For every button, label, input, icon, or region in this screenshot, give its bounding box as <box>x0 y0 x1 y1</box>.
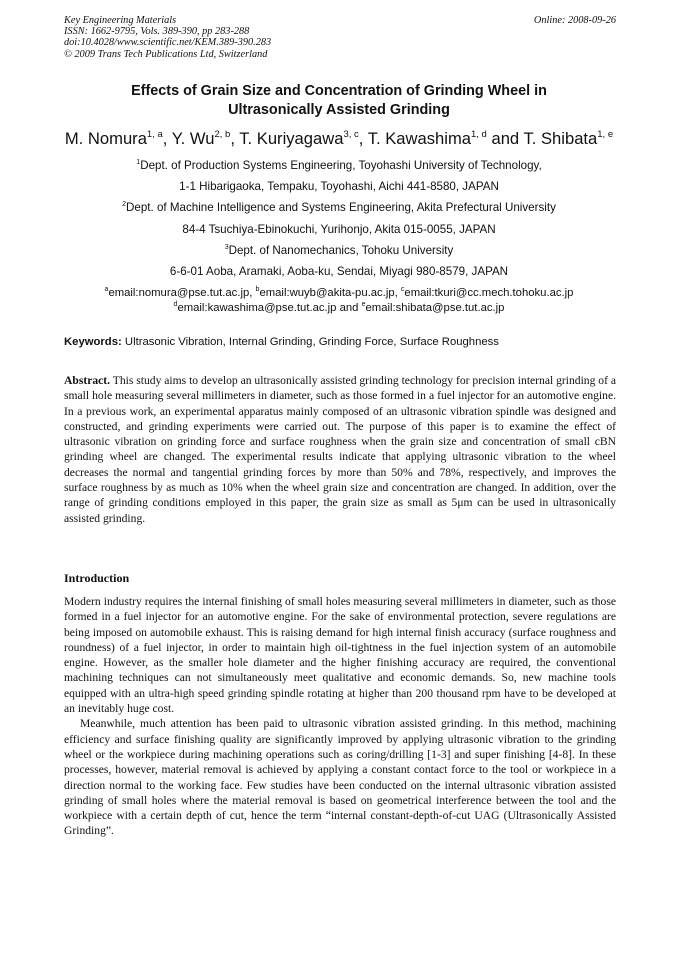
author-list <box>40 128 638 150</box>
author <box>65 129 172 148</box>
affiliation-text: Dept. of Production Systems Engineering, Toyohashi University of Technology, <box>140 159 542 172</box>
author-affiliation-mark: 1, e <box>597 129 614 140</box>
author <box>368 129 524 148</box>
keywords-text: Ultrasonic Vibration, Internal Grinding, Grinding Force, Surface Roughness <box>121 336 499 348</box>
author-name: T. Kawashima <box>367 129 471 148</box>
email-text: email:tkuri@cc.mech.tohoku.ac.jp <box>404 287 574 299</box>
keywords-label: Keywords: <box>64 336 122 348</box>
email-line <box>30 301 648 316</box>
affiliation-mark: 1 <box>136 159 141 166</box>
email-text: email:shibata@pse.tut.ac.jp <box>365 301 505 314</box>
journal-name: Key Engineering Materials <box>64 15 177 26</box>
email-line <box>30 286 648 301</box>
affiliation-line <box>40 240 638 261</box>
author-name: T. Kuriyagawa <box>239 129 344 148</box>
author <box>523 129 613 148</box>
author-name: M. Nomura <box>64 129 147 148</box>
email-list <box>30 286 648 315</box>
affiliation-line <box>40 176 638 197</box>
author-name: Y. Wu <box>171 129 215 148</box>
author-separator: , <box>358 129 368 148</box>
section-heading-introduction: Introduction <box>64 571 130 585</box>
paragraph: Meanwhile, much attention has been paid to ultrasonic vibration assisted grinding. In this method, machining efficiency and surface finishing quality are significantly improved by applying ultrasonic vibration to the grinding wheel or the workpiece during machining operations such as coring/drilling [1-3] and super finishing [4-8]. In these processes, however, material removal is achieved by applying a constant contact force to the tool or workpiece in a direction normal to the working face. Few studies have been conducted on the internal ultrasonic vibration assisted grinding of small holes where the material removal is based on geometrical interference between the tool and the workpiece with a certain depth of cut, hence the term “internal constant-depth-of-cut UAG (Ultrasonically Assisted Grinding”. <box>64 717 616 838</box>
author <box>172 129 240 148</box>
email-text: email:wuyb@akita-pu.ac.jp, <box>259 287 401 299</box>
affiliation-text: 84-4 Tsuchiya-Ebinokuchi, Yurihonjo, Akita 015-0055, JAPAN <box>182 222 496 236</box>
author <box>239 129 367 148</box>
abstract-label: Abstract. <box>64 374 111 387</box>
online-date: Online: 2008-09-26 <box>533 15 616 26</box>
journal-issn: ISSN: 1662-9795, Vols. 389-390, pp 283-288 <box>64 26 250 38</box>
author-separator: , <box>230 129 240 148</box>
affiliation-line <box>40 219 638 240</box>
author-affiliation-mark: 1, d <box>471 129 487 140</box>
journal-header <box>64 15 616 60</box>
paper-title <box>64 82 614 120</box>
email-text: email:kawashima@pse.tut.ac.jp and <box>177 301 362 314</box>
email-mark: b <box>255 286 260 293</box>
affiliation-line <box>40 261 638 282</box>
author-name: T. Shibata <box>523 129 598 148</box>
affiliation-list <box>40 155 638 282</box>
introduction-body <box>64 594 616 839</box>
author-separator: , <box>162 129 172 148</box>
affiliation-line <box>40 155 638 176</box>
affiliation-line <box>40 197 638 218</box>
affiliation-text: Dept. of Nanomechanics, Tohoku University <box>228 243 454 257</box>
affiliation-mark: 3 <box>224 243 229 251</box>
title-line: Effects of Grain Size and Concentration of Grinding Wheel in <box>131 83 547 99</box>
author-affiliation-mark: 3, c <box>343 129 359 140</box>
affiliation-mark: 2 <box>122 201 127 209</box>
author-affiliation-mark: 2, b <box>214 129 231 140</box>
email-mark: a <box>104 286 109 293</box>
keywords <box>64 335 616 349</box>
journal-doi: doi:10.4028/www.scientific.net/KEM.389-390.283 <box>64 37 272 49</box>
affiliation-text: 6-6-01 Aoba, Aramaki, Aoba-ku, Sendai, Miyagi 980-8579, JAPAN <box>169 264 509 278</box>
affiliation-text: Dept. of Machine Intelligence and Systems Engineering, Akita Prefectural University <box>126 201 556 215</box>
author-separator: and <box>486 129 524 148</box>
abstract <box>64 373 616 526</box>
title-line: Ultrasonically Assisted Grinding <box>228 102 450 118</box>
email-mark: c <box>400 286 405 293</box>
email-text: email:nomura@pse.tut.ac.jp, <box>108 287 256 299</box>
email-mark: d <box>173 300 178 308</box>
author-affiliation-mark: 1, a <box>146 129 163 140</box>
journal-copyright: © 2009 Trans Tech Publications Ltd, Switzerland <box>64 48 268 60</box>
abstract-text: This study aims to develop an ultrasonically assisted grinding technology for precision internal grinding of a small hole measuring several millimeters in diameter, such as those formed in a fuel injector for an automotive engine. In a previous work, an experimental apparatus mainly composed of an ultrasonic vibration spindle was designed and constructed, and grinding experiments were carried out. The purpose of this paper is to examine the effect of ultrasonic vibration on grinding force and surface roughness when the grain size and concentration of small cBN grinding wheel are changed. The experimental results indicate that applying ultrasonic vibration to the wheel decreases the normal and tangential grinding forces by more than 50% and 78%, respectively, and improves the surface roughness by as much as 10% when the wheel grain size and concentration are changed. In addition, over the range of grinding conditions employed in this paper, the grain size as small as 5μm can be used in ultrasonically assisted grinding. <box>64 374 616 525</box>
email-mark: e <box>361 300 366 308</box>
paragraph: Modern industry requires the internal finishing of small holes measuring several millimeters in diameter, such as those formed in a fuel injector for an automotive engine. For the sake of environmental protection, severe regulations are being imposed on automobile exhaust. This is raising demand for high internal finish accuracy (surface roughness and roundness) of a fuel injector, in order to maintain high oil-tightness in the fuel injection system of an automobile engine. However, as the smaller hole diameter and the higher finishing accuracy are required, the conventional machining techniques can not simultaneously meet qualitative and economic demands. So, new machine tools equipped with an ultra-high speed grinding spindle rotating at higher than 200 thousand rpm have to be developed at an inevitably huge cost. <box>64 595 616 716</box>
affiliation-text: 1-1 Hibarigaoka, Tempaku, Toyohashi, Aichi 441-8580, JAPAN <box>179 180 499 194</box>
